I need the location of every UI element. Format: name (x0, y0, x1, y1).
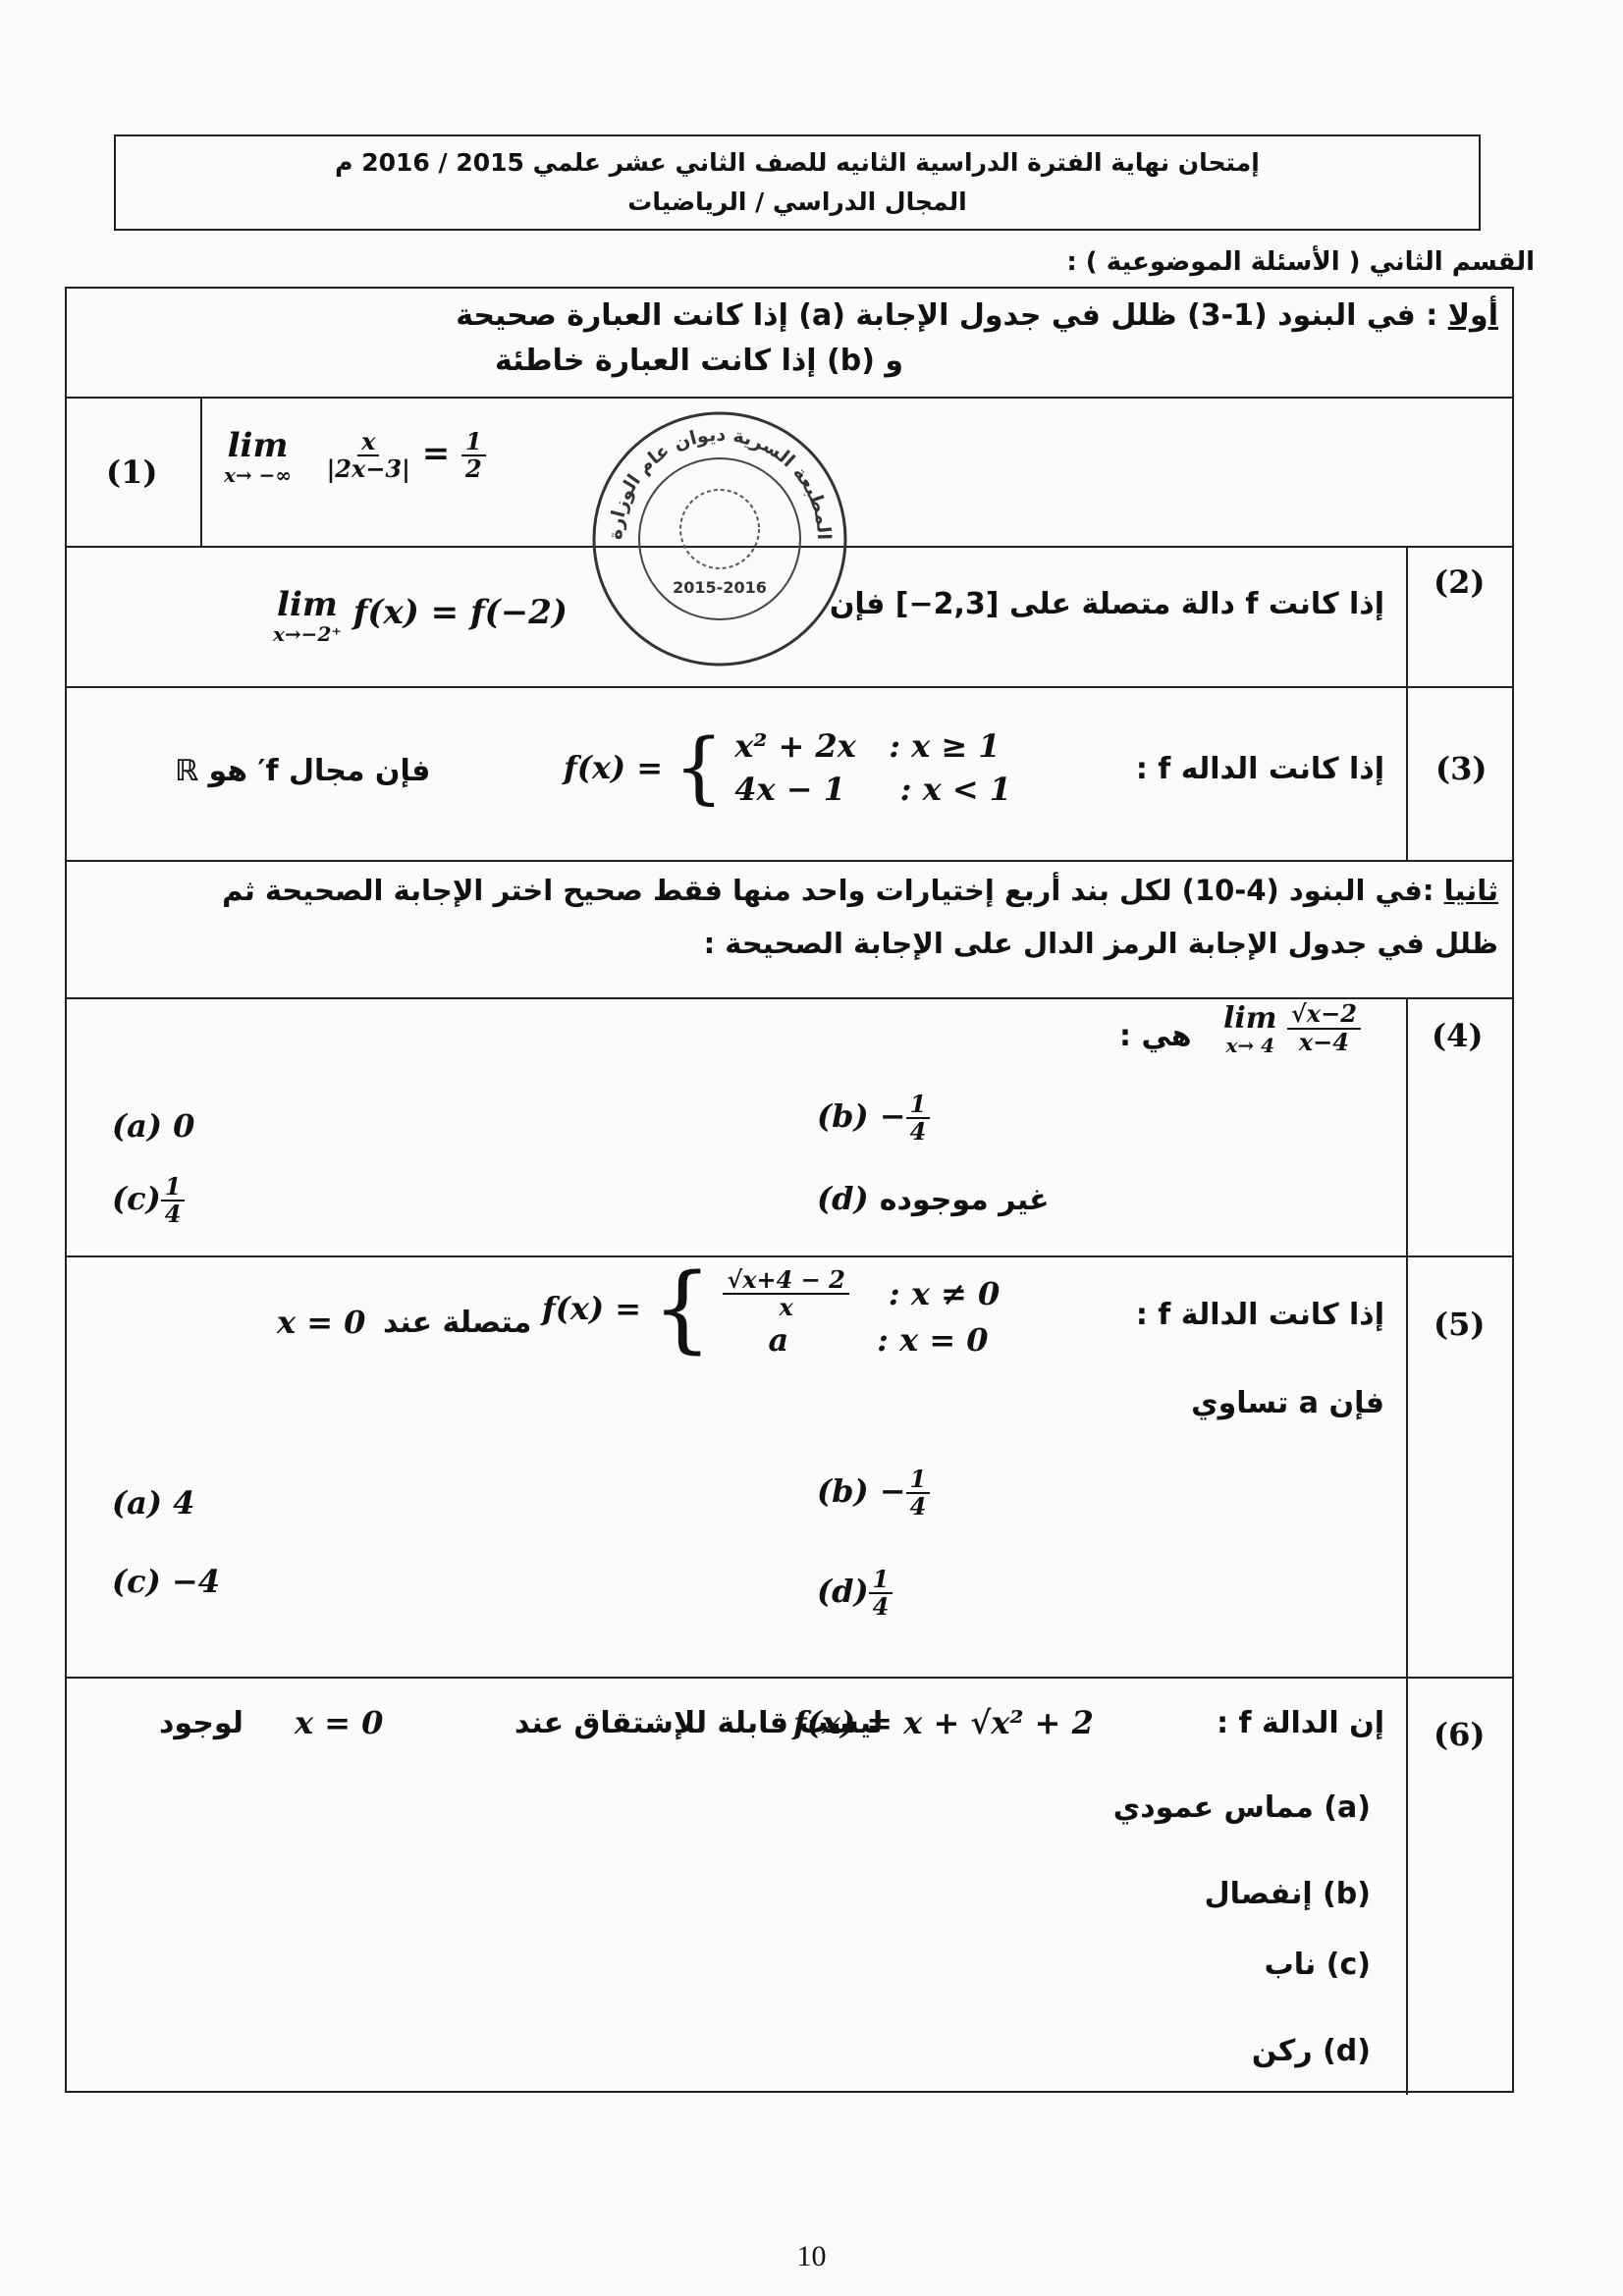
q6-option-d: (d) ركن (1251, 2034, 1371, 2068)
q6-text: إن الدالة f : (1217, 1706, 1384, 1740)
part2-instruction-line2: ظلل في جدول الإجابة الرمز الدال على الإجابة الصحيحة : (703, 927, 1498, 960)
column-divider (200, 397, 202, 546)
q6-option-b: (b) إنفصال (1204, 1877, 1371, 1911)
question-number: (5) (1434, 1306, 1486, 1343)
q4-text: هي : (1119, 1019, 1192, 1053)
q3-text: إذا كانت الداله f : (1135, 752, 1384, 786)
column-divider (1406, 546, 1408, 860)
question-number: (3) (1435, 750, 1488, 787)
q6-point: x = 0 (295, 1704, 384, 1741)
stamp-outer-ring (594, 413, 845, 665)
part1-instruction-line2: و (b) إذا كانت العبارة خاطئة (494, 344, 903, 378)
q6-option-a: (a) مماس عمودي (1112, 1790, 1371, 1825)
stamp-text: المطبعة السرية ديوان عام الوزارة (604, 423, 836, 541)
row-divider (67, 1677, 1512, 1679)
stamp-emblem-icon (680, 490, 759, 568)
row-divider (67, 397, 1512, 399)
exam-title: إمتحان نهاية الفترة الدراسية الثانيه للصف الثاني عشر علمي 2015 / 2016 م (335, 148, 1260, 177)
stamp-year: 2015-2016 (673, 578, 767, 597)
q4-option-b: (b) − $\frac{1}{4}$ (817, 1092, 930, 1146)
q5-option-b: (b) − $\frac{1}{4}$ (817, 1467, 930, 1521)
q5-continuity-text: متصلة عند (383, 1306, 532, 1340)
question-number: (2) (1434, 563, 1486, 601)
section-title: القسم الثاني ( الأسئلة الموضوعية ) : (1066, 247, 1535, 277)
part2-instruction: ثانيا :في البنود (4-10) لكل بند أربع إختيارات واحد منها فقط صحيح اختر الإجابة الصحيحة ثم (222, 874, 1498, 907)
exam-header (114, 134, 1481, 231)
q2-text: إذا كانت f دالة متصلة على [2,3−] فإن (829, 587, 1384, 621)
subject-line: المجال الدراسي / الرياضيات (627, 187, 967, 216)
q5-text: إذا كانت الدالة f : (1135, 1298, 1384, 1332)
row-divider (67, 860, 1512, 862)
official-stamp (587, 406, 852, 671)
q6-option-c: (c) ناب (1264, 1948, 1371, 1982)
q6-text-end: لوجود (159, 1706, 243, 1740)
q5-option-c: (c) −4 (112, 1563, 220, 1600)
q3-text-left: فإن مجال f′ هو ℝ (175, 754, 431, 788)
q2-expression: lim x→−2⁺ f(x) = f(−2) (273, 585, 568, 646)
part1-instruction: أولا : في البنود (1-3) ظلل في جدول الإجابة (a) إذا كانت العبارة صحيحة (456, 298, 1498, 333)
q4-limit: lim x→ 4 $\frac{√x-2}{x-4}$ (1223, 1001, 1361, 1055)
part1-label: أولا (1447, 298, 1498, 333)
q6-text-mid: ليست قابلة للإشتقاق عند (514, 1706, 884, 1740)
row-divider (67, 1255, 1512, 1257)
q1-expression: lim x→ −∞ $\frac{x}{|2x-3|}$ = $\frac{1}{2}$ (224, 426, 486, 485)
q4-option-d: (d) غير موجوده (817, 1180, 1050, 1217)
part2-label: ثانيا (1443, 874, 1498, 907)
page-number: 10 (796, 2240, 827, 2272)
q4-option-c: (c) $\frac{1}{4}$ (112, 1174, 185, 1228)
row-divider (67, 686, 1512, 688)
question-number: (6) (1434, 1716, 1486, 1753)
question-number: (4) (1432, 1017, 1484, 1054)
question-number: (1) (106, 454, 158, 491)
q5-option-d: (d) $\frac{1}{4}$ (817, 1567, 893, 1621)
q5-continuity-point: x = 0 (277, 1304, 366, 1341)
q3-piecewise: f(x) = { x² + 2x : x ≥ 1 4x − 1 : x < 1 (564, 721, 1012, 813)
q4-option-a: (a) 0 (112, 1107, 195, 1145)
column-divider (1406, 997, 1408, 2095)
q6-function: f(x) = x + √x² + 2 (793, 1704, 1094, 1741)
q5-piecewise: f(x) = { $\frac{√x+4 - 2}{x}$ : x ≠ 0 a : x = 0 (542, 1253, 1001, 1363)
q5-option-a: (a) 4 (112, 1484, 195, 1522)
q5-question: فإن a تساوي (1191, 1386, 1384, 1420)
